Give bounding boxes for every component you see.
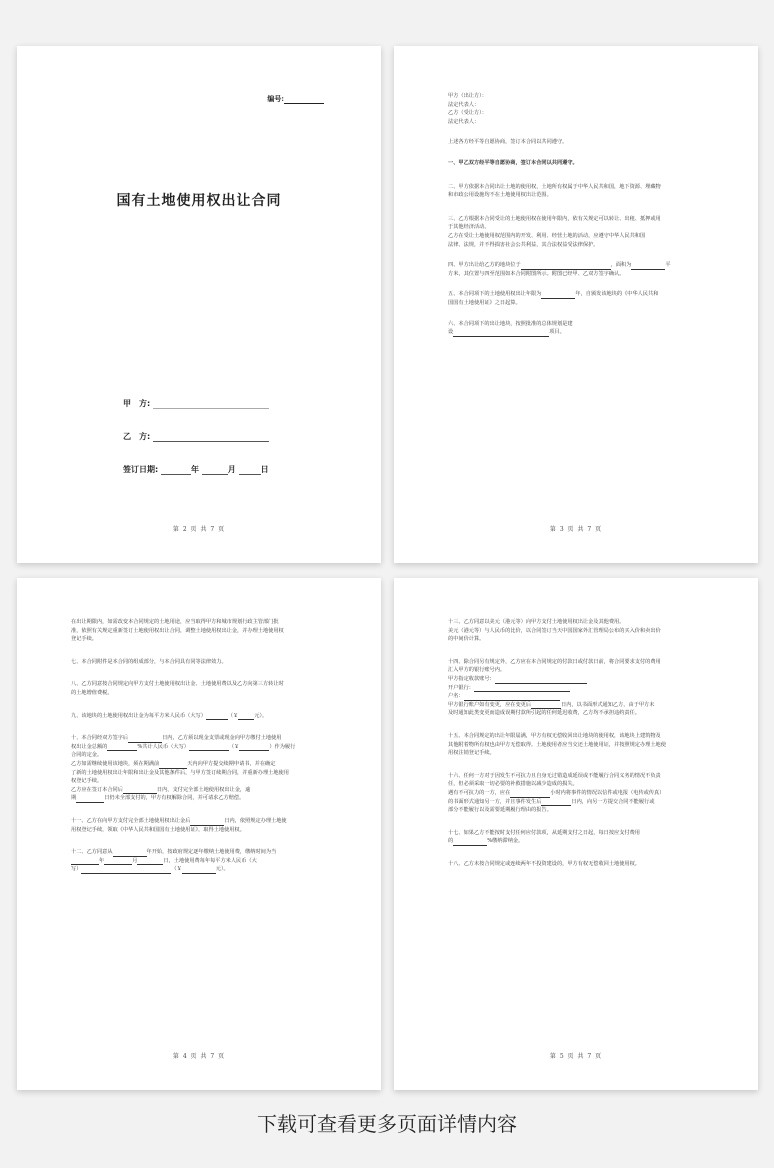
clause-10-text: 乙方应在签订本合同后 xyxy=(71,786,123,793)
day-label: 日 xyxy=(260,465,269,474)
clause-12-text: 十二、乙方同意从 xyxy=(71,849,113,856)
clause-11-line xyxy=(71,817,321,826)
contract-number-blank xyxy=(284,95,324,104)
clause-16-line: 部分不能履行以及需要延期履行理由的报告。 xyxy=(448,807,552,814)
header-line: 甲方（出让方）： xyxy=(448,93,487,99)
contract-page-3 xyxy=(394,46,758,563)
clause-14-text: 日内，以书面形式通知乙方，由于甲方未 xyxy=(561,701,655,708)
party-a-blank xyxy=(153,400,269,409)
clause-14-line xyxy=(448,692,698,701)
clause-1: 一、甲乙双方经平等自愿协商，签订本合同以共同遵守。 xyxy=(448,159,578,166)
year-label: 年 xyxy=(191,465,199,474)
clause-10-text: 乙方如需继续使用该地块，须在期满前 xyxy=(71,760,160,767)
clause-12-line xyxy=(71,865,321,874)
clause-16-line xyxy=(448,789,698,798)
header-line: 法定代表人： xyxy=(448,118,480,125)
page-body xyxy=(71,618,321,874)
clause-7: 七、本合同附件是本合同的组成部分，与本合同具有同等法律效力。 xyxy=(71,658,227,665)
clause-14-text: 甲方指定收款账号： xyxy=(448,675,495,682)
clause-10-line xyxy=(71,786,321,795)
party-a-label: 甲 方: xyxy=(123,399,151,408)
party-b-blank xyxy=(153,433,269,442)
clause-9-text: 元）。 xyxy=(254,712,268,719)
clause-10-text: ）作为履行 xyxy=(269,743,296,750)
clause-17-line: 十七、如果乙方不能按时支付任何应付款项，从延期支付之日起，每日按应支付费用 xyxy=(448,829,640,836)
page-footer: 第 3 页 共 7 页 xyxy=(549,526,603,533)
clause-11-line: 用权登记手续，领取《中华人民共和国国有土地使用证》，取得土地使用权。 xyxy=(71,826,245,833)
clause-14-line xyxy=(448,675,698,684)
clause-5-line xyxy=(448,290,698,299)
clause-16-line: 任，但必须采取一切必要的补救措施以减少造成的损失。 xyxy=(448,781,578,788)
party-b-row xyxy=(123,431,269,442)
clause-16-text: 遇有不可抗力的一方，应在 xyxy=(448,789,511,796)
page-body xyxy=(448,92,698,337)
clause-14-line xyxy=(448,701,698,710)
clause-16-text: 小时内将事件的情况以信件或电报（电传或传真） xyxy=(550,789,665,796)
clause-16-line xyxy=(448,798,698,807)
clause-6-text: 项目。 xyxy=(549,329,565,336)
page-footer: 第 4 页 共 7 页 xyxy=(172,1053,226,1060)
clause-10-line: 合同的定金。 xyxy=(71,752,103,759)
clause-18: 十八、乙方未按合同规定或连续两年不投资建设的，甲方有权无偿收回土地使用权。 xyxy=(448,860,640,867)
clause-3-line: 三、乙方根据本合同受让的土地使用权在使用年限内，依有关规定可以转让、出租、抵押或用 xyxy=(448,215,661,222)
clause-12-line xyxy=(71,857,321,866)
clause-4-text: 平 xyxy=(665,262,671,269)
clause-14-text: 户名： xyxy=(448,693,464,700)
header-line: 乙方（受让方）： xyxy=(448,110,487,117)
clause-17-text: %缴纳滞纳金。 xyxy=(487,838,524,845)
clause-12-text: 月 xyxy=(132,857,138,864)
clause-10-text: （￥ xyxy=(228,743,240,750)
header-line: 法定代表人： xyxy=(448,101,480,108)
page-footer: 第 2 页 共 7 页 xyxy=(172,526,226,533)
clause-8-line: 八、乙方同意按合同规定向甲方支付土地使用权出让金、土地使用费以及乙方向第三方转让时 xyxy=(71,681,284,688)
contract-page-4 xyxy=(17,578,381,1090)
clause-9-text: （￥ xyxy=(227,712,239,719)
clause-12-line xyxy=(71,848,321,857)
clause-4-text: ，面积为 xyxy=(610,262,632,269)
clause-3-line: 法律、法规，并不得损害社会公共利益，其合法权益受法律保护。 xyxy=(448,241,599,248)
day-blank xyxy=(239,466,261,475)
clause-13-line: 美元（港元等）与人民币的比价，以合同签订当天中国国家外汇管理局公布的买入价和卖出价 xyxy=(448,627,661,634)
clause-12-text: 年 xyxy=(99,857,105,864)
clause-10-line xyxy=(71,760,321,769)
clause-3-line: 于其他经济活动。 xyxy=(448,224,490,231)
clause-12-text: 元）。 xyxy=(215,866,229,873)
clause-16-text: 的书面形式通知另一方，并且事件发生后 xyxy=(448,798,542,805)
download-caption: 下载可查看更多页面详情内容 xyxy=(257,1112,517,1136)
clause-14-text: 甲方银行账户如有变更，应在变更后 xyxy=(448,701,532,708)
clause-14-line: 及时通知此类变更而造成误期付款所引起的任何延迟收费，乙方均不承担违约责任。 xyxy=(448,710,640,717)
clause-10-line xyxy=(71,734,321,743)
sign-date-row xyxy=(123,464,269,475)
clause-10-text: 权出让金总额的 xyxy=(71,743,108,750)
clause-11-text: 日内，依照规定办理土地使 xyxy=(224,817,287,824)
clause-8-line: 的土地增值费税。 xyxy=(71,689,113,696)
clause-10-line xyxy=(71,794,321,803)
clause-13-line: 十三、乙方同意以美元（港元等）向甲方支付土地使用权出让金及其他费用。 xyxy=(448,619,625,625)
clause-5-text: 五、本合同项下的土地使用权出让年限为 xyxy=(448,291,542,298)
clause-12-text: 日，土地使用费每年每平方米人民币（大 xyxy=(163,857,257,864)
clause-14-line: 汇入甲方的银行账号内。 xyxy=(448,667,506,674)
clause-9-line xyxy=(71,712,321,721)
clause-10-line xyxy=(71,743,321,752)
clause-12-text: （￥ xyxy=(171,866,182,873)
clause-5-line: 国国有土地使用证》之日起算。 xyxy=(448,299,521,306)
intro-line: 上述各方经平等自愿协商，签订本合同以共同遵守。 xyxy=(448,139,568,146)
clause-2-line: 和市政公用设施均不在土地使用权出让范围。 xyxy=(448,192,552,199)
month-blank xyxy=(202,466,228,475)
clause-6-text: 设 xyxy=(448,329,454,336)
clause-13-line: 的中间价计算。 xyxy=(448,636,485,643)
clause-12-text: 写） xyxy=(71,866,82,873)
page-footer: 第 5 页 共 7 页 xyxy=(549,1053,603,1060)
clause-6-line: 六、本合同项下的出让地块，按照批准的总体规划是建 xyxy=(448,320,573,327)
clause-10-text: 日仍未全部支付的，甲方有权解除合同，并可请求乙方赔偿。 xyxy=(104,795,245,802)
text-line: 登记手续。 xyxy=(71,636,97,643)
clause-5-text: 年，自颁发该地块的《中华人民共和 xyxy=(575,291,659,298)
sign-date-label: 签订日期: xyxy=(123,465,159,474)
clause-9-text: 九、该地块的土地使用权出让金为每平方米人民币（大写） xyxy=(71,712,206,719)
clause-10-text: 日内，支付完全部土地使用权出让金，逾 xyxy=(156,786,251,793)
contract-number xyxy=(267,94,324,104)
contract-number-label: 编号: xyxy=(267,94,284,103)
clause-10-text: 天内向甲方提交续期申请书，并在确定 xyxy=(187,760,276,767)
clause-4-line xyxy=(448,261,698,270)
clause-14-line: 十四、除合同另有规定外，乙方应在本合同规定的付款日或付款日前，将合同要求支付的费用 xyxy=(448,658,661,665)
clause-17-text: 的 xyxy=(448,838,454,845)
clause-10-line: 权登记手续。 xyxy=(71,778,103,785)
clause-15-line: 其他附着物所有权也由甲方无偿取得。土地使用者应当交还土地使用证，并按照规定办理土地使 xyxy=(448,741,666,748)
page-body xyxy=(448,618,698,868)
text-line: 在出让期限内，如需改变本合同规定的土地用途，应当取得甲方和城市规划行政主管部门批 xyxy=(71,619,279,625)
text-line: 准，依照有关规定重新签订土地使用权出让合同，调整土地使用权出让金，并办理土地使用权 xyxy=(71,627,284,634)
clause-4-text: 四、甲方出让给乙方的地块位于 xyxy=(448,262,521,269)
clause-10-text: %共计人民币（大写） xyxy=(137,743,189,750)
clause-10-text: 十、本合同经双方签字后 xyxy=(71,735,129,742)
clause-11-text: 十一、乙方在向甲方支付完全部土地使用权出让金后 xyxy=(71,817,191,824)
clause-10-line: 了新的土地使用权出让年限和出让金及其他条件后，与甲方签订续期合同，并重新办理土地使用 xyxy=(71,769,289,776)
year-blank xyxy=(161,466,191,475)
contract-title: 国有土地使用权出让合同 xyxy=(116,193,282,209)
clause-15-line: 用权注销登记手续。 xyxy=(448,750,495,757)
clause-2-line: 二、甲方依据本合同出让土地的使用权，土地所有权属于中华人民共和国，地下资源、埋藏物 xyxy=(448,183,661,190)
clause-16-text: 日内，向另一方提交合同不能履行或 xyxy=(571,798,655,805)
clause-3-line: 乙方在受让土地使用权范围内的开发、利用、经营土地的活动，应遵守中华人民共和国 xyxy=(448,232,646,239)
contract-page-cover xyxy=(17,46,381,563)
clause-12-text: 年开始，按政府规定逐年缴纳土地使用费，缴纳时间为当 xyxy=(146,849,277,856)
clause-17-line xyxy=(448,837,698,846)
clause-14-line xyxy=(448,684,698,693)
clause-4-line: 方米，其位置与四至范围如本合同附图所示。附图已经甲、乙双方签字确认。 xyxy=(448,270,625,277)
clause-14-text: 开户银行： xyxy=(448,684,474,691)
month-label: 月 xyxy=(227,465,236,474)
clause-6-line xyxy=(448,328,698,337)
party-a-row xyxy=(123,398,269,409)
contract-page-5 xyxy=(394,578,758,1090)
clause-10-text: 期 xyxy=(71,795,77,802)
clause-16-line: 十六、任何一方对于因发生不可抗力且自身无过错造成延误或不能履行合同义务的情况不负责 xyxy=(448,772,661,779)
party-b-label: 乙 方: xyxy=(123,432,151,441)
clause-15-line: 十五、本合同规定的出让年限届满，甲方有权无偿收回出让地块的使用权，该地块上建筑物及 xyxy=(448,732,661,739)
clause-10-text: 日内，乙方须以现金支票或现金向甲方缴付土地使用 xyxy=(162,735,282,742)
